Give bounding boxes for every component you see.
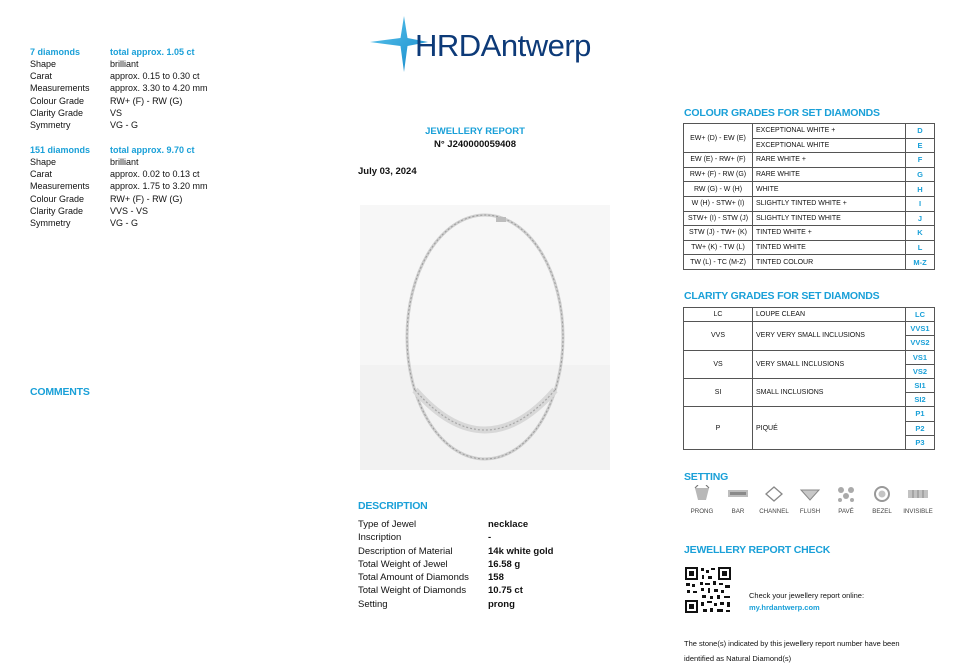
report-date: July 03, 2024 — [358, 166, 417, 177]
cell: VS2 — [906, 364, 935, 378]
group-total: total approx. 1.05 ct — [110, 47, 195, 57]
cell: W (H) - STW+ (I) — [684, 196, 753, 211]
value: approx. 3.30 to 4.20 mm — [110, 83, 208, 94]
setting-icons — [684, 485, 936, 515]
report-title: JEWELLERY REPORT — [425, 126, 525, 137]
label: Total Weight of Diamonds — [358, 585, 467, 597]
label: Total Amount of Diamonds — [358, 572, 469, 584]
description-title: DESCRIPTION — [358, 500, 428, 512]
logo-antwerp: Antwerp — [480, 28, 591, 63]
table-row — [684, 196, 935, 211]
setting-label: FLUSH — [799, 508, 821, 515]
label: Type of Jewel — [358, 519, 417, 530]
comments-title: COMMENTS — [30, 386, 90, 398]
table-row — [684, 240, 935, 255]
cell: M-Z — [906, 255, 935, 270]
cell: SI2 — [906, 393, 935, 407]
setting-label: BEZEL — [872, 508, 892, 515]
value: 14k white gold — [488, 545, 554, 557]
cell: EW+ (D) - EW (E) — [684, 124, 753, 153]
necklace-photo — [360, 205, 610, 470]
table-row — [684, 211, 935, 226]
table-row — [684, 226, 935, 241]
bezel-icon — [871, 485, 893, 503]
table-row — [684, 378, 935, 392]
setting-bar — [720, 485, 756, 515]
cell: EXCEPTIONAL WHITE — [753, 138, 906, 153]
label: Setting — [358, 598, 388, 610]
cell: VS1 — [906, 350, 935, 364]
cell: L — [906, 240, 935, 255]
table-row — [684, 182, 935, 197]
cell: TW+ (K) - TW (L) — [684, 240, 753, 255]
table-row — [684, 407, 935, 421]
setting-pave — [828, 485, 864, 515]
cell: K — [906, 226, 935, 241]
label: Total Weight of Jewel — [358, 558, 448, 570]
table-row — [684, 255, 935, 270]
natural-diamond-note — [684, 636, 934, 666]
label: Carat — [30, 71, 53, 82]
cell: F — [906, 153, 935, 168]
label: Description of Material — [358, 545, 453, 557]
report-number: N° J240000059408 — [434, 139, 516, 150]
cell: J — [906, 211, 935, 226]
group-total: total approx. 9.70 ct — [110, 145, 195, 155]
cell: VS — [684, 350, 753, 378]
note-line-1: The stone(s) indicated by this jewellery report number have been — [684, 639, 900, 648]
colour-grades-table — [683, 123, 935, 270]
clarity-grades-title: CLARITY GRADES FOR SET DIAMONDS — [684, 290, 880, 302]
pave-icon — [835, 485, 857, 503]
description-section — [358, 500, 658, 611]
check-link[interactable]: my.hrdantwerp.com — [749, 603, 820, 612]
cell: E — [906, 138, 935, 153]
label: Symmetry — [30, 120, 71, 131]
value: prong — [488, 598, 515, 610]
setting-invisible — [900, 485, 936, 515]
diamond-group-1 — [30, 46, 270, 131]
cell: RARE WHITE + — [753, 153, 906, 168]
cell: EXCEPTIONAL WHITE + — [753, 124, 906, 139]
cell: SI — [684, 378, 753, 406]
value: brilliant — [110, 59, 139, 69]
label: Clarity Grade — [30, 205, 84, 216]
cell: P1 — [906, 407, 935, 421]
label: Inscription — [358, 532, 402, 544]
cell: SMALL INCLUSIONS — [753, 378, 906, 406]
report-check-text — [749, 590, 864, 614]
value: VS — [110, 107, 123, 118]
cell: TINTED WHITE + — [753, 226, 906, 241]
group-count: 7 diamonds — [30, 47, 81, 57]
value: RW+ (F) - RW (G) — [110, 193, 183, 204]
cell: SLIGHTLY TINTED WHITE — [753, 211, 906, 226]
table-row — [684, 322, 935, 336]
label: Symmetry — [30, 218, 71, 229]
cell: H — [906, 182, 935, 197]
cell: RW (G) - W (H) — [684, 182, 753, 197]
value: approx. 0.15 to 0.30 ct — [110, 71, 200, 82]
setting-bezel — [864, 485, 900, 515]
group-count: 151 diamonds — [30, 145, 91, 155]
setting-flush — [792, 485, 828, 515]
report-check-title: JEWELLERY REPORT CHECK — [684, 544, 831, 556]
cell: LC — [906, 308, 935, 322]
cell: STW+ (I) - STW (J) — [684, 211, 753, 226]
label: Shape — [30, 59, 57, 69]
cell: VERY SMALL INCLUSIONS — [753, 350, 906, 378]
value: 10.75 ct — [488, 585, 523, 597]
label: Shape — [30, 157, 57, 167]
table-row — [684, 167, 935, 182]
setting-prong — [684, 485, 720, 515]
cell: VVS — [684, 322, 753, 350]
invisible-icon — [907, 485, 929, 503]
value: RW+ (F) - RW (G) — [110, 95, 183, 106]
setting-channel — [756, 485, 792, 515]
setting-label: PAVÉ — [838, 508, 854, 515]
table-row — [684, 308, 935, 322]
qr-code-icon[interactable] — [684, 566, 732, 614]
cell: P2 — [906, 421, 935, 435]
cell: P — [684, 407, 753, 450]
label: Carat — [30, 169, 53, 180]
bar-icon — [727, 485, 749, 503]
table-row — [684, 124, 935, 139]
label: Clarity Grade — [30, 107, 84, 118]
value: brilliant — [110, 157, 139, 167]
hrd-logo — [368, 14, 628, 70]
cell: PIQUÉ — [753, 407, 906, 450]
value: VG - G — [110, 120, 139, 131]
cell: RW+ (F) - RW (G) — [684, 167, 753, 182]
cell: VVS2 — [906, 336, 935, 350]
setting-label: CHANNEL — [759, 508, 789, 515]
label: Colour Grade — [30, 193, 85, 204]
value: - — [488, 532, 492, 544]
cell: VERY VERY SMALL INCLUSIONS — [753, 322, 906, 350]
cell: SI1 — [906, 378, 935, 392]
note-line-2: identified as Natural Diamond(s) — [684, 654, 792, 663]
cell: G — [906, 167, 935, 182]
setting-label: PRONG — [690, 508, 714, 515]
label: Colour Grade — [30, 95, 85, 106]
value: necklace — [488, 519, 529, 530]
cell: STW (J) - TW+ (K) — [684, 226, 753, 241]
value: 16.58 g — [488, 558, 521, 570]
value: 158 — [488, 572, 504, 584]
colour-grades-title: COLOUR GRADES FOR SET DIAMONDS — [684, 107, 880, 119]
cell: SLIGHTLY TINTED WHITE + — [753, 196, 906, 211]
clarity-grades-table — [683, 307, 935, 450]
cell: LOUPE CLEAN — [753, 308, 906, 322]
check-instruction: Check your jewellery report online: — [749, 591, 865, 600]
cell: RARE WHITE — [753, 167, 906, 182]
setting-label: INVISIBLE — [903, 508, 933, 515]
table-row — [684, 153, 935, 168]
cell: I — [906, 196, 935, 211]
cell: TINTED WHITE — [753, 240, 906, 255]
label: Measurements — [30, 83, 90, 94]
cell: P3 — [906, 435, 935, 449]
setting-label: BAR — [731, 508, 745, 515]
cell: EW (E) - RW+ (F) — [684, 153, 753, 168]
table-row — [684, 350, 935, 364]
diamond-group-2 — [30, 144, 270, 229]
setting-title: SETTING — [684, 471, 729, 483]
value: VVS - VS — [110, 205, 149, 216]
label: Measurements — [30, 181, 90, 192]
cell: D — [906, 124, 935, 139]
value: approx. 0.02 to 0.13 ct — [110, 169, 200, 180]
cell: LC — [684, 308, 753, 322]
cell: VVS1 — [906, 322, 935, 336]
cell: TINTED COLOUR — [753, 255, 906, 270]
channel-icon — [763, 485, 785, 503]
cell: TW (L) - TC (M-Z) — [684, 255, 753, 270]
value: VG - G — [110, 218, 139, 229]
prong-icon — [691, 485, 713, 503]
logo-hrd: HRD — [415, 28, 481, 63]
flush-icon — [799, 485, 821, 503]
cell: WHITE — [753, 182, 906, 197]
value: approx. 1.75 to 3.20 mm — [110, 181, 208, 192]
